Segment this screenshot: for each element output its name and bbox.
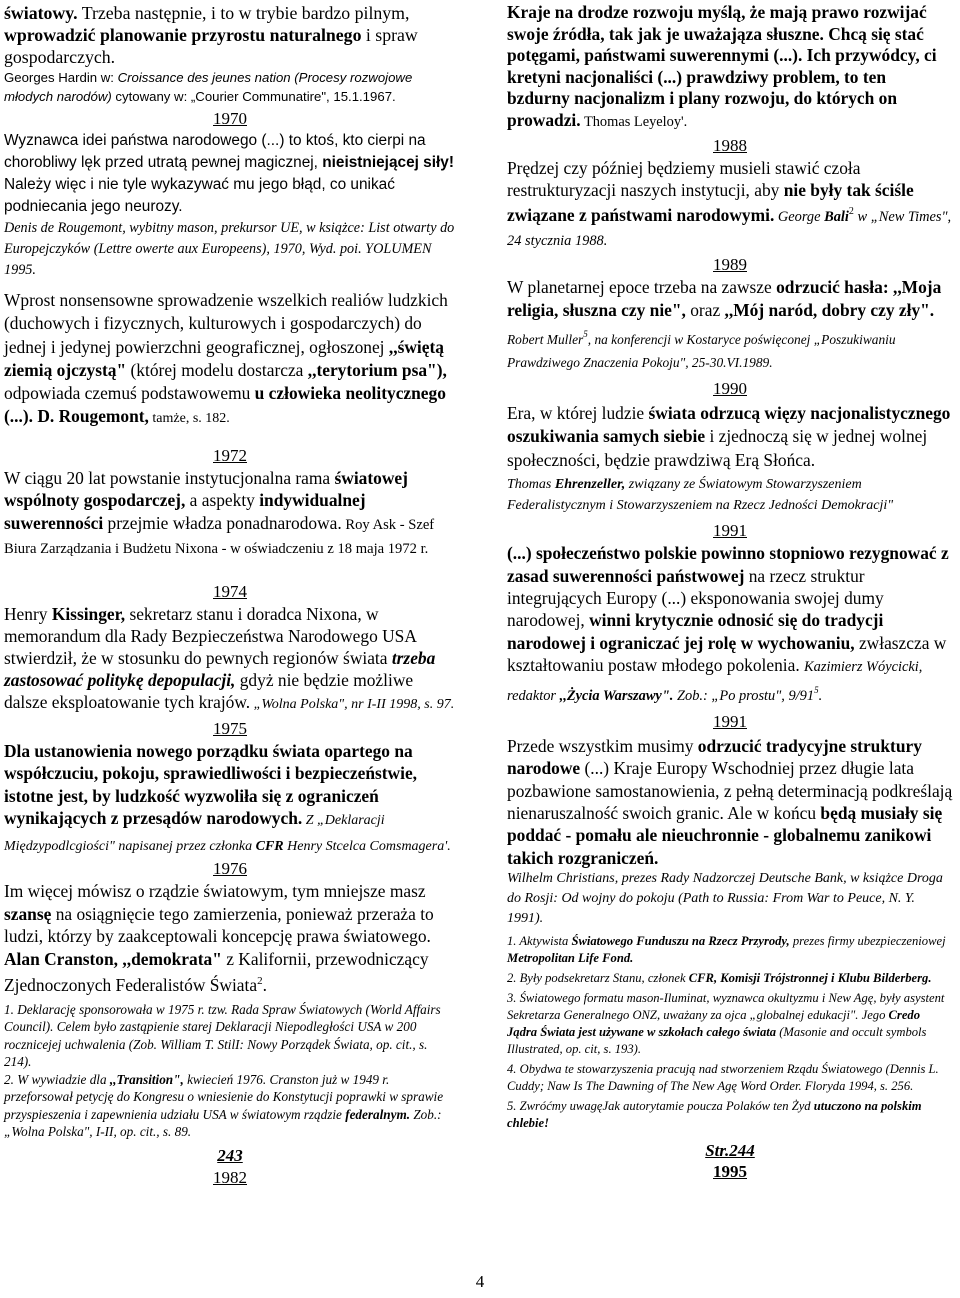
text-bold: ,,terytorium psa"),: [307, 359, 447, 380]
text-bold: świata odrzucą więzy nacjonalistycznego oszukiwania samych siebie: [507, 402, 951, 447]
text-bold-italic: trzeba zastosować politykę depopulacji,: [4, 647, 436, 690]
text: Należy więc i nie tyle wykazywać mu jego błąd, co unikać podniecania jego neurozy.: [4, 176, 395, 215]
text: sekretarz stanu i doradca Nixona, w memorandum dla Rady Bezpieczeństwa Narodowego USA stwierdził, że w stosunku do pewnych regionów świata: [4, 603, 416, 668]
footnote-4: 4. Obydwa te stowarzyszenia pracują nad stworzeniem Rządu Światowego (Dennis L. Cuddy; Naw Is The Dawning of The New Agę Word Order. Floryda 1994, s. 256.: [507, 1062, 939, 1094]
text: 2. Były podsekretarz Stanu, członek: [507, 971, 689, 986]
text-italic: Kazimierz Wóycicki, redaktor: [507, 659, 923, 704]
paragraph-1989: [507, 276, 953, 374]
text-bold: Kissinger,: [51, 603, 126, 624]
text-italic: Croissance des jeunes nation (Procesy rozwojowe młodych narodów): [4, 70, 413, 104]
paragraph-1991-b: [507, 735, 953, 869]
text-bold-italic: Bali: [824, 208, 849, 225]
text: Wyznawca idei państwa narodowego (...) to ktoś, kto cierpi na chorobliwy lęk przed utratą pewnej magicznej,: [4, 132, 426, 171]
paragraph-1988: [507, 157, 953, 252]
text-bold: nieistniejącej siły!: [322, 154, 454, 171]
text: gdyż nie będzie możliwe dalsze eksploatowanie tych krajów.: [4, 669, 414, 712]
text-bold: Alan Cranston, ,,demokrata": [4, 948, 222, 969]
citation-christians: Wilhelm Christians, prezes Rady Nadzorczej Deutsche Bank, w książce Droga do Rosji: Od wojny do pokoju (Path to Russia: From War to Peuce, N. Y. 1991).: [507, 871, 943, 927]
text: 5. Zwróćmy uwagęJak autorytamie poucza Polaków ten Żyd: [507, 1099, 814, 1114]
text: prezes firmy ubezpieczeniowej: [789, 934, 946, 949]
text: Roy Ask - Szef Biura Zarządzania i Budżetu Nixona - w oświadczeniu z 18 maja 1972 r.: [4, 516, 435, 558]
text-bold: Credo Jądra Świata jest używane w szkołach całego świata: [507, 1008, 921, 1040]
text: Thomas Leyeloy'.: [580, 113, 688, 130]
text-bold: odrzucić tradycyjne struktury narodowe: [507, 735, 922, 779]
paragraph-1974: [4, 603, 456, 716]
text: Trzeba następnie, i to w trybie bardzo pilnym,: [77, 3, 410, 23]
footnote-1: 1. Deklarację sponsorowała w 1975 r. tzw. Rada Spraw Światowych (World Affairs Council). Celem było zastąpienie starej Deklaracji Niepodległości USA w 200 rocznicejej uchwalenia (Zob. William T. StilI: Nowy Porządek Świata, op. cit., s. 214).: [4, 1001, 441, 1070]
text: a aspekty: [185, 490, 260, 511]
year-heading-1988: 1988: [713, 136, 747, 155]
text-bold-italic: ,,Życia Warszawy".: [559, 687, 674, 704]
text: tamże, s. 182.: [148, 411, 230, 427]
text-italic: „Wolna Polska", nr I-II 1998, s. 97.: [250, 696, 455, 712]
text-bold: Kraje na drodze rozwoju myślą, że mają prawo rozwijać swoje źródła, tak jak je uważająza słuszne. Chcą się stać potęgami, państwami suwerennymi (...). Ich przywódcy, ci kretyni nacjonaliści (...) prawdziwy problem, to ten bzdurny nacjonalizm i plany rozwoju, do których on prowadzi.: [507, 2, 937, 130]
page-ref-244: [507, 1140, 953, 1161]
text: (Masonie and occult symbols Illustrated, op. cit, s. 193).: [507, 1025, 927, 1057]
text: na osiągnięcie tego zamierzenia, ponieważ przeraża to ludzi, którzy by zaakceptowali koncepcję prawa światowego.: [4, 903, 434, 947]
paragraph-rougemont: [4, 289, 456, 431]
footnote-2: [507, 970, 953, 987]
text: 3. Światowego formatu mason-Iluminat, wyznawca okultyzmu i New Agę, były asystent Sekretarza Generalnego ONZ, uważany za ojca „globalnej edukacji". Jego: [507, 991, 945, 1023]
text: 1. Aktywista: [507, 934, 572, 949]
text: związany ze Światowym Stowarzyszeniem Federalistycznym i Stowarzyszeniem na Rzecz Jedności Demokracji": [507, 477, 894, 514]
text-italic: Z „Deklaracji Międzypodlcgiości" napisanej przez członka: [4, 813, 385, 854]
text: Prędzej czy później będziemy musieli stawić czoła restrukturyzacji naszych instytucji, aby: [507, 158, 861, 200]
text: Wprost nonsensowne sprowadzenie wszelkich realiów ludzkich (duchowych i fizycznych, kulturowych i gospodarczych) do jednej i jedynej powierzchni geograficznej, ogłoszonej: [4, 290, 448, 357]
text-bold: odrzucić hasła: ,,Moja religia, słuszna czy nie",: [507, 276, 942, 321]
text: Henry: [4, 603, 52, 624]
footnote-3: [507, 990, 953, 1058]
text-bold-italic: CFR: [255, 838, 284, 854]
text: odpowiada czemuś podstawowemu: [4, 383, 255, 404]
text-italic: George: [774, 208, 825, 225]
text-italic: , na konferencji w Kostaryce poświęconej „Poszukiwaniu Prawdziwego Znaczenia Pokoju", 25-30.VI.1989.: [507, 331, 896, 371]
footnote-5: [507, 1098, 953, 1132]
page-ref-243: [4, 1145, 456, 1167]
text: .: [262, 975, 267, 996]
text-bold: szansę: [4, 903, 52, 924]
paragraph-intro: [4, 2, 456, 68]
text-bold: światowej wspólnoty gospodarczej,: [4, 467, 408, 511]
text-bold: Światowego Funduszu na Rzecz Przyrody,: [571, 934, 790, 949]
text: Thomas: [507, 477, 555, 493]
text: (...) Kraje Europy Wschodniej przez długie lata pozbawione samostanowienia, z pełną determinacją podkreślają nienaruszalność swoich granic. Ale w końcu: [507, 758, 953, 823]
footnote-ref: 2: [848, 206, 854, 217]
paragraph-1991-a: [507, 542, 953, 707]
text-bold: Dla ustanowienia nowego porządku świata opartego na współczuciu, pokoju, sprawiedliwości i bezpieczeństwie, istotne jest, by ludzkość wyzwoliła się z ograniczeń wynikających z przesądów narodowych.: [4, 740, 418, 829]
footnote-ref: 2: [257, 975, 263, 988]
text-bold: CFR, Komisji Trójstronnej i Klubu Bilderberg.: [688, 971, 932, 986]
year-heading-1991-a: 1991: [713, 521, 747, 541]
text: (której modelu dostarcza: [126, 359, 308, 380]
year-heading-1995: [507, 1161, 953, 1182]
paragraph-1972: [4, 467, 456, 561]
text-bold: ,,świętą ziemią ojczystą": [4, 336, 444, 380]
text-italic: Henry Stcelca Comsmagera'.: [283, 838, 451, 854]
right-column: [507, 2, 953, 1182]
text: W planetarnej epoce trzeba na zawsze: [507, 276, 777, 297]
text-bold: światowy.: [4, 3, 78, 23]
text-bold: wprowadzić planowanie przyrostu naturalnego: [4, 25, 362, 45]
text-bold: federalnym.: [345, 1106, 411, 1122]
footnotes: [507, 933, 953, 1132]
text: Przede wszystkim musimy: [507, 735, 698, 756]
text-bold: 1995: [713, 1162, 747, 1182]
year-heading-1970: 1970: [213, 109, 247, 128]
text-italic: w „New Times", 24 stycznia 1988.: [507, 208, 952, 249]
footnote-ref: 5: [814, 684, 819, 695]
text-bold: (...) społeczeństwo polskie powinno stopniowo rezygnować z zasad suwerenności państwowej: [507, 543, 949, 586]
text: i spraw gospodarczych.: [4, 25, 418, 67]
paragraph-1990: [507, 402, 953, 473]
text: i zjednoczą się w jednej wolnej społeczności, będzie prawdziwą Erą Słońca.: [507, 426, 928, 470]
year-heading-1974: 1974: [213, 581, 247, 601]
text: Zob.: „Wolna Polska", I-II, op. cit., s. 89.: [4, 1106, 442, 1140]
text: oraz: [685, 300, 725, 321]
footnote-1: [507, 933, 953, 967]
page-number: 4: [475, 1272, 485, 1291]
text: Georges Hardin w:: [4, 70, 118, 85]
citation-hardin: [4, 68, 456, 106]
text-bold: będą musiały się poddać - pomału ale nieuchronnie - globalnemu zanikowi takich rozgraniczeń.: [507, 802, 943, 868]
text-bold-italic: Str.244: [705, 1141, 755, 1161]
text-italic: .: [818, 687, 823, 704]
year-heading-1990: 1990: [713, 378, 747, 398]
year-heading-1982: 1982: [213, 1167, 247, 1187]
year-heading-1972: 1972: [213, 445, 247, 465]
text: przejmie władza ponadnarodowa.: [103, 512, 342, 533]
text-bold: ,,Mój naród, dobry czy zły".: [724, 300, 935, 321]
text-bold: nie były tak ściśle związane z państwami narodowymi.: [507, 180, 914, 225]
paragraph-1975: [4, 740, 456, 859]
footnote-2: [4, 1071, 456, 1141]
text-bold: winni krytycznie odnosić się do tradycji narodowej i ograniczać jej rolę w wychowaniu,: [507, 610, 884, 653]
text: cytowany w: „Courier Communatire", 15.1.1967.: [111, 89, 396, 104]
text: W ciągu 20 lat powstanie instytucjonalna rama: [4, 467, 335, 488]
year-heading-1975: 1975: [213, 718, 247, 738]
text-bold-italic: Ehrenzeller,: [554, 477, 626, 493]
text-bold: utuczono na polskim chlebie!: [507, 1099, 922, 1131]
text: na rzecz struktur integrujących Europy (...) eksponowania swojej dumy narodowej,: [507, 565, 884, 631]
text: z Kalifornii, przewodniczący Zjednoczonych Federalistów Świata: [4, 948, 429, 996]
text-italic: Zob.: „Po prostu", 9/91: [673, 687, 815, 704]
citation-ehrenzeller: [507, 474, 953, 516]
text-bold: u człowieka neolitycznego (...). D. Rougemont,: [4, 383, 446, 427]
text-bold: Metropolitan Life Fond.: [507, 951, 634, 966]
text-bold: ,,Transition",: [109, 1071, 184, 1087]
year-heading-1976: 1976: [213, 859, 247, 879]
text-bold: indywidualnej suwerenności: [4, 490, 366, 533]
text: Im więcej mówisz o rządzie światowym, tym mniejsze masz: [4, 881, 426, 902]
text: kwiecień 1976. Cranston już w 1949 r. przeforsował petycję do Kongresu o wniesienie do Konstytucji poprawki w sprawie przyspieszenia i zapewnienia udziału USA w światowym rządzie: [4, 1071, 444, 1122]
text: 2. W wywiadzie dla: [4, 1071, 110, 1087]
year-heading-1989: 1989: [713, 254, 747, 274]
paragraph-leyeloy: [507, 2, 953, 133]
footnote-ref: 5: [583, 328, 588, 339]
text-italic: Robert Muller: [507, 331, 584, 347]
text-bold-italic: 243: [217, 1145, 243, 1165]
paragraph-1970: [4, 130, 456, 218]
citation-rougemont: Denis de Rougemont, wybitny mason, prekursor UE, w książce: List otwarty do Europejczyków (Lettre owerte aux Europeens), 1970, Wyd. poi. YOLUMEN 1995.: [4, 220, 455, 278]
left-column: [4, 2, 456, 1189]
text: Era, w której ludzie: [507, 402, 649, 423]
text: zwłaszcza w kształtowaniu postaw młodego pokolenia.: [507, 632, 947, 676]
paragraph-1976: [4, 880, 456, 996]
year-heading-1991-b: 1991: [713, 711, 747, 731]
